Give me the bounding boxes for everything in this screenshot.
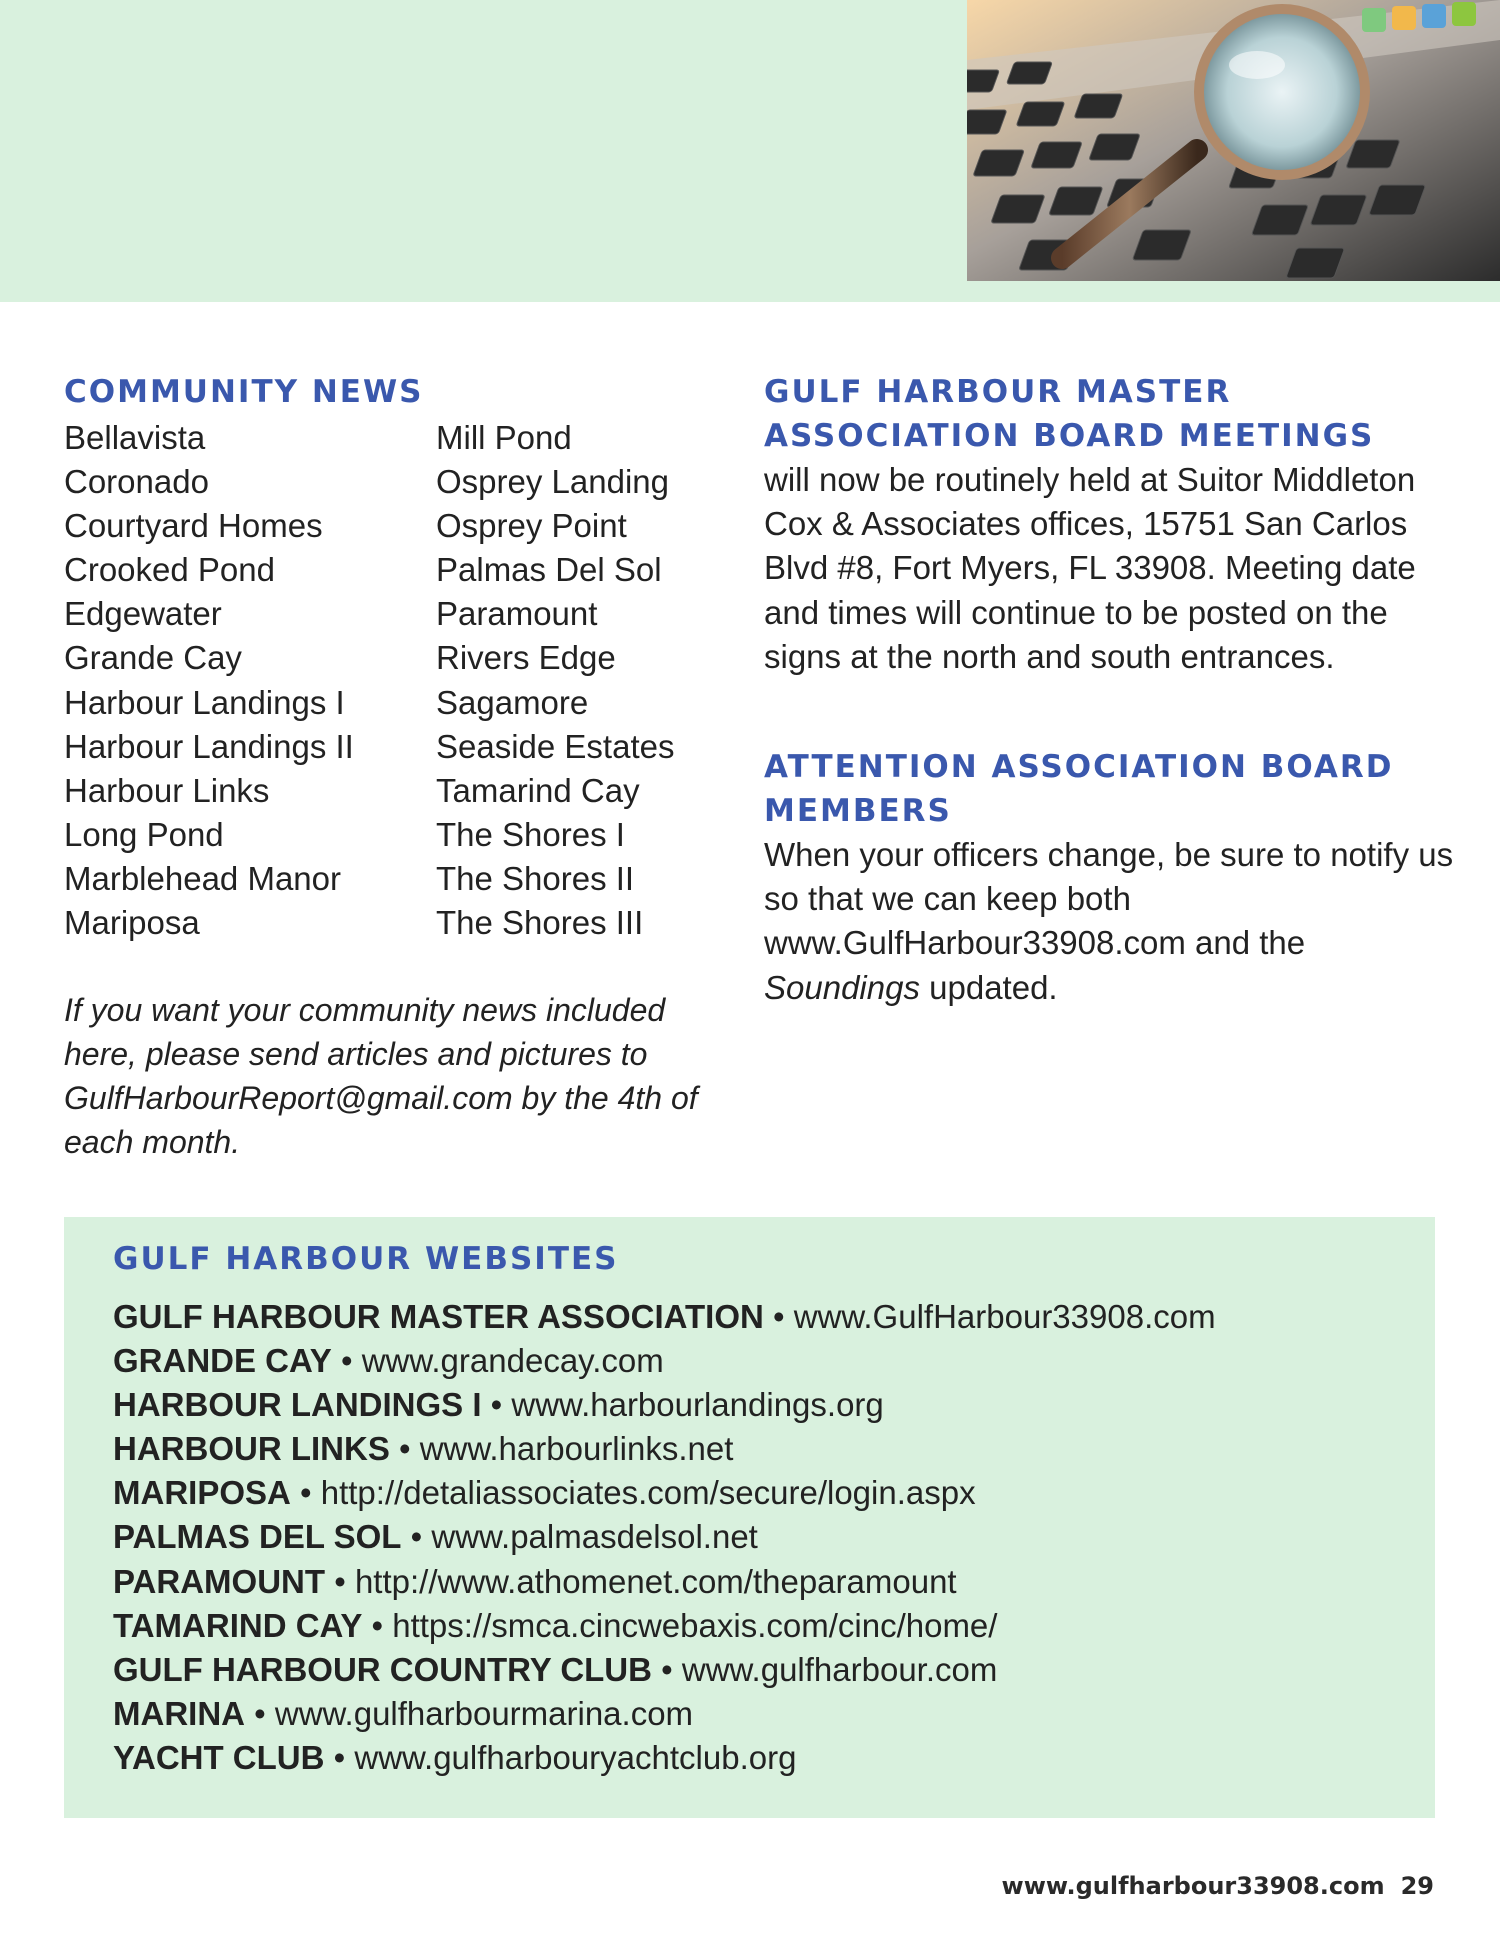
website-url[interactable]: www.harbourlinks.net: [419, 1430, 734, 1468]
community-item: Edgewater: [64, 595, 222, 633]
attention-body-end: updated.: [919, 968, 1058, 1006]
website-entry: YACHT CLUB • www.gulfharbouryachtclub.org: [113, 1738, 797, 1776]
community-item: Grande Cay: [64, 639, 242, 677]
page-footer: [1002, 1872, 1434, 1900]
hero-photo-keyboard-magnifier: [967, 0, 1500, 281]
website-entry: PALMAS DEL SOL • www.palmasdelsol.net: [113, 1518, 758, 1556]
website-name: GULF HARBOUR COUNTRY CLUB: [113, 1650, 652, 1688]
attention-heading: ATTENTION ASSOCIATION BOARD MEMBERS: [764, 749, 1394, 830]
websites-box: [64, 1217, 1435, 1818]
submission-note: If you want your community news included here, please send articles and pictures to GulfHarbourReport@gmail.com by the 4th of each month.: [64, 992, 698, 1160]
website-url[interactable]: www.palmasdelsol.net: [431, 1518, 758, 1556]
community-item: The Shores II: [436, 859, 635, 897]
website-name: PALMAS DEL SOL: [113, 1518, 402, 1556]
website-url[interactable]: www.harbourlandings.org: [511, 1386, 884, 1424]
website-entry: MARINA • www.gulfharbourmarina.com: [113, 1694, 694, 1732]
community-item: Crooked Pond: [64, 551, 275, 589]
website-name: GULF HARBOUR MASTER ASSOCIATION: [113, 1298, 764, 1335]
community-item: Harbour Landings I: [64, 683, 345, 721]
community-news-heading: COMMUNITY NEWS: [64, 374, 424, 410]
website-url[interactable]: http://detaliassociates.com/secure/login.aspx: [320, 1474, 976, 1512]
community-item: The Shores I: [436, 815, 625, 853]
website-entry: HARBOUR LANDINGS I • www.harbourlandings.org: [113, 1386, 884, 1424]
community-item: Osprey Point: [436, 507, 627, 545]
website-name: YACHT CLUB: [113, 1738, 325, 1776]
footer-site-url[interactable]: www.gulfharbour33908.com: [1001, 1872, 1385, 1900]
community-item: Palmas Del Sol: [436, 551, 662, 589]
community-item: Bellavista: [64, 419, 206, 456]
community-item: Paramount: [436, 595, 598, 633]
community-item: Harbour Links: [64, 771, 270, 809]
soundings-title: Soundings: [764, 968, 920, 1006]
community-item: Courtyard Homes: [64, 507, 323, 545]
website-url[interactable]: https://smca.cincwebaxis.com/cinc/home/: [392, 1606, 998, 1644]
website-entry: MARIPOSA • http://detaliassociates.com/secure/login.aspx: [113, 1474, 976, 1512]
attention-body: [764, 833, 1464, 1010]
website-url[interactable]: www.GulfHarbour33908.com: [793, 1298, 1216, 1335]
community-item: Seaside Estates: [436, 727, 675, 765]
websites-heading: GULF HARBOUR WEBSITES: [113, 1241, 619, 1277]
community-item: Mill Pond: [436, 419, 572, 456]
website-name: GRANDE CAY: [113, 1342, 332, 1380]
page-number: 29: [1400, 1872, 1434, 1900]
website-entry: GULF HARBOUR MASTER ASSOCIATION • www.GulfHarbour33908.com: [113, 1298, 1216, 1335]
website-name: PARAMOUNT: [113, 1562, 326, 1600]
website-url[interactable]: www.gulfharbouryachtclub.org: [354, 1738, 797, 1776]
board-meetings-heading: GULF HARBOUR MASTER ASSOCIATION BOARD MEETINGS: [764, 374, 1375, 454]
website-entry: GRANDE CAY • www.grandecay.com: [113, 1342, 664, 1380]
website-name: HARBOUR LINKS: [113, 1430, 390, 1468]
website-name: MARINA: [113, 1694, 245, 1732]
board-meetings-block: [764, 370, 1464, 679]
website-name: TAMARIND CAY: [113, 1606, 363, 1644]
community-news-section: [64, 370, 704, 1160]
community-item: Rivers Edge: [436, 639, 616, 677]
community-item: Tamarind Cay: [436, 771, 640, 809]
attention-body-start: When your officers change, be sure to notify us so that we can keep both www.GulfHarbour33908.com and the: [764, 836, 1454, 962]
website-entry: PARAMOUNT • http://www.athomenet.com/theparamount: [113, 1562, 957, 1600]
community-item: Sagamore: [436, 683, 589, 721]
website-name: MARIPOSA: [113, 1474, 291, 1512]
community-item: Long Pond: [64, 815, 224, 853]
website-entry: GULF HARBOUR COUNTRY CLUB • www.gulfharbour.com: [113, 1650, 998, 1688]
website-url[interactable]: www.gulfharbour.com: [681, 1650, 998, 1688]
community-item: Harbour Landings II: [64, 727, 354, 765]
website-url[interactable]: www.grandecay.com: [361, 1342, 664, 1380]
website-entry: TAMARIND CAY • https://smca.cincwebaxis.com/cinc/home/: [113, 1606, 998, 1644]
community-item: Coronado: [64, 463, 209, 501]
board-meetings-body: will now be routinely held at Suitor Middleton Cox & Associates offices, 15751 San Carlos Blvd #8, Fort Myers, FL 33908. Meeting date and times will continue to be posted on the signs at the north and south entrances.: [764, 461, 1416, 675]
attention-block: [764, 745, 1464, 1010]
community-list-column-2: [436, 416, 674, 945]
community-list-column-1: [64, 416, 354, 945]
community-item: The Shores III: [436, 904, 644, 942]
community-item: Mariposa: [64, 904, 200, 942]
right-column: [764, 370, 1464, 1010]
community-item: Marblehead Manor: [64, 859, 341, 897]
community-item: Osprey Landing: [436, 463, 669, 501]
websites-list: [113, 1295, 1435, 1780]
website-url[interactable]: http://www.athomenet.com/theparamount: [354, 1562, 957, 1600]
website-entry: HARBOUR LINKS • www.harbourlinks.net: [113, 1430, 734, 1468]
website-name: HARBOUR LANDINGS I: [113, 1386, 482, 1424]
website-url[interactable]: www.gulfharbourmarina.com: [274, 1694, 694, 1732]
